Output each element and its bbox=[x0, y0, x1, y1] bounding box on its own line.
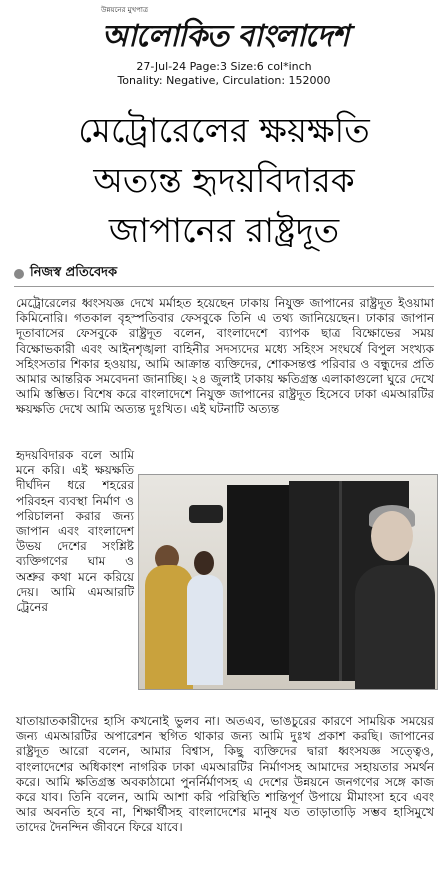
photo-person-man bbox=[187, 575, 223, 685]
article-paragraph-bottom: যাতায়াতকারীদের হাসি কখনোই ভুলব না। অতএব, ভাঙচুরের কারণে সাময়িক সময়ের জন্য এমআরটির অপারেশন স্থগিত থাকার জন্য আমি দুঃখ প্রকাশ করছি। জাপানের রাষ্ট্রদূত আরো বলেন, আমার বিশ্বাস, কিছু ব্যক্তিদের দ্বারা ধ্বংসযজ্ঞ সত্ত্বেও, বাংলাদেশের অধিকাংশ নাগরিক ঢাকা এমআরটির নির্মাণসহ আমাদের সহায়তার সমর্থন করে। আমি ক্ষতিগ্রস্ত অবকাঠামো পুনর্নির্মাণসহ এ দেশের উন্নয়নে জনগণের সঙ্গে কাজ করে যাব। তিনি বলেন, আমি আশা করি পরিস্থিতি শান্তিপূর্ণ উপায়ে মীমাংসা হবে এবং আর অবনতি হবে না, শিক্ষার্থীসহ বাংলাদেশের মানুষ যত তাড়াতাড়ি সম্ভব হাসিমুখে তাদের দৈনন্দিন জীবনে ফিরে যাবে। bbox=[16, 714, 434, 835]
byline bbox=[14, 263, 117, 284]
photo-cabinet bbox=[227, 485, 289, 675]
headline-line-2: অত্যন্ত হৃদয়বিদারক bbox=[93, 161, 355, 201]
photo-person-head bbox=[194, 551, 214, 575]
bullet-icon bbox=[14, 269, 24, 279]
news-photo bbox=[138, 474, 438, 690]
photo-person-ambassador bbox=[355, 565, 435, 689]
headline-line-3: জাপানের রাষ্ট্রদূত bbox=[108, 211, 340, 251]
byline-text: নিজস্ব প্রতিবেদক bbox=[30, 265, 118, 280]
headline bbox=[0, 106, 448, 256]
camera-icon bbox=[189, 505, 223, 523]
photo-person-head bbox=[371, 511, 413, 561]
meta-date-page: 27-Jul-24 Page:3 Size:6 col*inch bbox=[136, 60, 312, 73]
meta-tonality: Tonality: Negative, Circulation: 152000 bbox=[117, 74, 331, 87]
headline-line-1: মেট্রোরেলের ক্ষয়ক্ষতি bbox=[78, 111, 370, 151]
photo-door-seam bbox=[339, 481, 342, 681]
article-column-left: হৃদয়বিদারক বলে আমি মনে করি। এই ক্ষয়ক্ষতি দীর্ঘদিন ধরে শহরের পরিবহন ব্যবস্থা নির্মাণ ও পরিচালনা করার জন্য জাপান এবং বাংলাদেশ উভয় দেশের সংশ্লিষ্ট ব্যক্তিগণের ঘাম ও অশ্রুর কথা মনে করিয়ে দেয়। আমি এমআরটি ট্রেনের bbox=[16, 448, 134, 615]
article-paragraph-top: মেট্রোরেলের ধ্বংসযজ্ঞ দেখে মর্মাহত হয়েছেন ঢাকায় নিযুক্ত জাপানের রাষ্ট্রদূত ইওয়ামা কিমিনোরি। গতকাল বৃহস্পতিবার ফেসবুকে তিনি এ তথ্য জানিয়েছেন। ঢাকার জাপান দূতাবাসের ফেসবুকে রাষ্ট্রদূত বলেন, বাংলাদেশে ব্যাপক ছাত্র বিক্ষোভের সময় বিক্ষোভকারী এবং আইনশৃঙ্খলা বাহিনীর সদস্যদের মধ্যে সহিংস সংঘর্ষে বিপুল সংখ্যক সহিংসতার শিকার হওয়ায়, আমি আক্রান্ত ব্যক্তিদের, শোকসন্তপ্ত পরিবার ও বন্ধুদের প্রতি আমার আন্তরিক সমবেদনা জানাচ্ছি। ২৪ জুলাই ঢাকায় ক্ষতিগ্রস্ত এলাকাগুলো ঘুরে দেখে আমি স্তম্ভিত। বিশেষ করে বাংলাদেশে নিযুক্ত জাপানের রাষ্ট্রদূত হিসেবে ঢাকা এমআরটির ক্ষয়ক্ষতি দেখে আমি অত্যন্ত দুঃখিত। এই ঘটনাটি অত্যন্ত bbox=[16, 296, 434, 417]
divider bbox=[14, 286, 434, 287]
newspaper-logo: আলোকিত বাংলাদেশ bbox=[101, 19, 349, 54]
masthead-tagline: উন্নয়নের মুখপাত্র bbox=[101, 6, 149, 14]
photo-person-woman bbox=[145, 565, 193, 689]
clipping-meta bbox=[0, 60, 448, 88]
